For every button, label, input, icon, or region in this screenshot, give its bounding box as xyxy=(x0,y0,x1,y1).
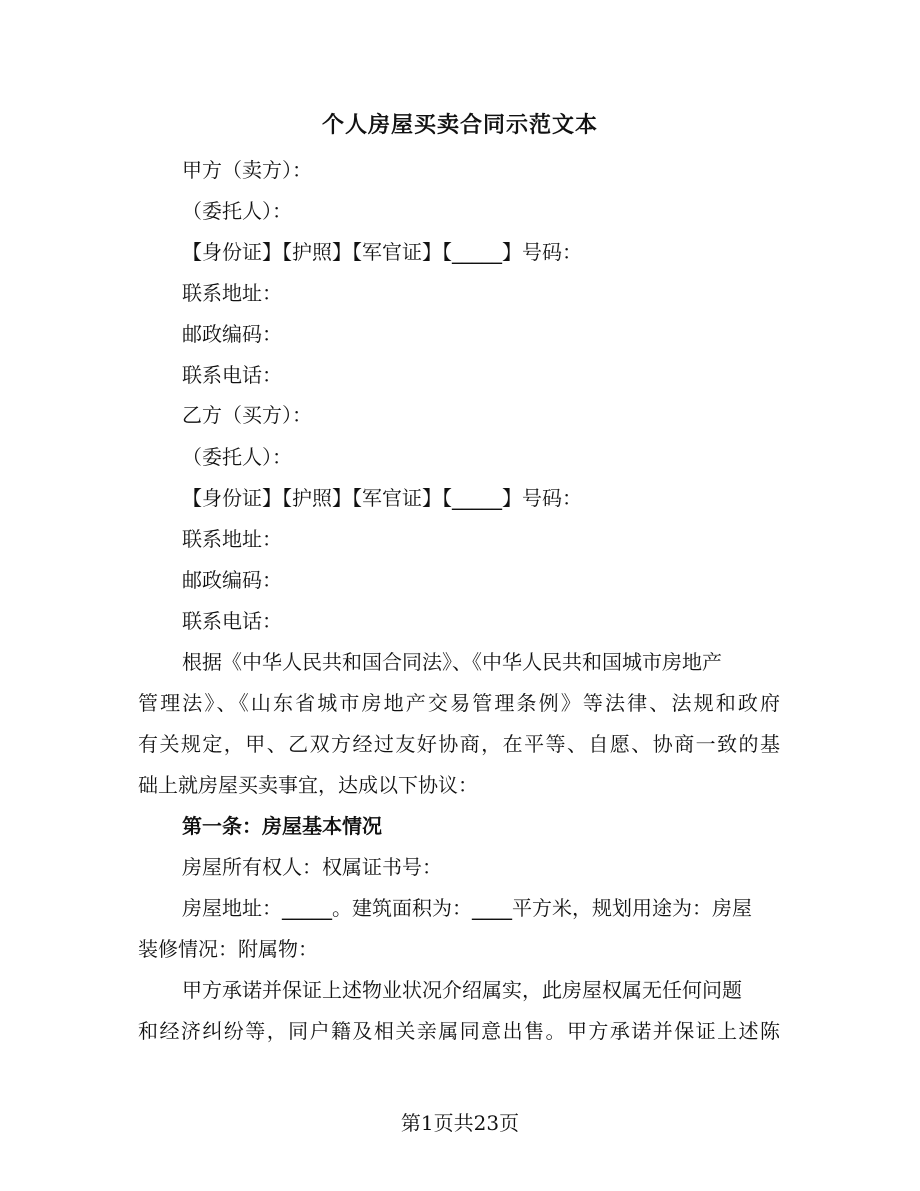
preamble-line-4: 础上就房屋买卖事宜，达成以下协议： xyxy=(138,773,478,797)
party-b-id-types: 【身份证】【护照】【军官证】【_____】号码： xyxy=(182,486,582,510)
party-b-phone: 联系电话： xyxy=(182,609,282,633)
preamble-line-2: 管理法》、《山东省城市房地产交易管理条例》等法律、法规和政府 xyxy=(138,691,780,715)
article-1-promise-line-2: 和经济纠纷等，同户籍及相关亲属同意出售。甲方承诺并保证上述陈 xyxy=(138,1019,780,1043)
party-a-postcode: 邮政编码： xyxy=(182,322,282,346)
article-1-address-line-1: 房屋地址：_____。建筑面积为：____平方米，规划用途为：房屋 xyxy=(182,896,752,920)
preamble-line-1: 根据《中华人民共和国合同法》、《中华人民共和国城市房地产 xyxy=(182,650,722,674)
party-a-address: 联系地址： xyxy=(182,281,282,305)
party-a-heading: 甲方（卖方）： xyxy=(182,158,312,182)
party-a-id-types: 【身份证】【护照】【军官证】【_____】号码： xyxy=(182,240,582,264)
article-1-owner: 房屋所有权人：权属证书号： xyxy=(182,855,442,879)
party-a-phone: 联系电话： xyxy=(182,363,282,387)
page-number: 第1页共23页 xyxy=(400,1111,520,1135)
party-b-postcode: 邮政编码： xyxy=(182,568,282,592)
party-b-address: 联系地址： xyxy=(182,527,282,551)
preamble-line-3: 有关规定，甲、乙双方经过友好协商，在平等、自愿、协商一致的基 xyxy=(138,732,780,756)
article-1-heading: 第一条：房屋基本情况 xyxy=(182,814,382,838)
document-title: 个人房屋买卖合同示范文本 xyxy=(321,113,598,138)
article-1-promise-line-1: 甲方承诺并保证上述物业状况介绍属实，此房屋权属无任何问题 xyxy=(182,978,742,1002)
party-b-heading: 乙方（买方）： xyxy=(182,403,312,427)
party-b-agent: （委托人）： xyxy=(182,445,292,469)
article-1-address-line-2: 装修情况：附属物： xyxy=(138,937,318,961)
party-a-agent: （委托人）： xyxy=(182,199,292,223)
